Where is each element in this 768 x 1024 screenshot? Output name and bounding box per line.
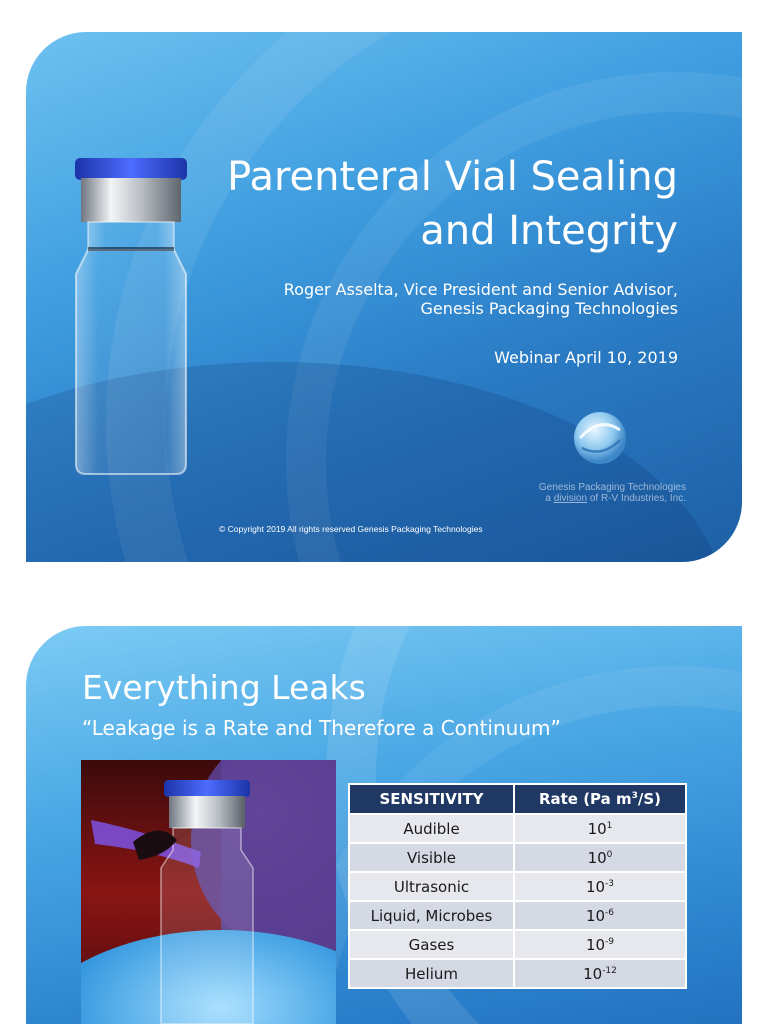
rate-exp: -12 (602, 965, 617, 976)
row-label: Visible (349, 843, 514, 872)
rate-base: 10 (585, 935, 606, 954)
table-row (349, 872, 686, 901)
rate-exp: 1 (606, 820, 613, 831)
rate-exp: -3 (605, 878, 615, 889)
table-row (349, 814, 686, 843)
row-rate (514, 872, 686, 901)
row-rate (514, 814, 686, 843)
logo-subline-suffix: of R-V Industries, Inc. (587, 493, 686, 504)
header-rate-exp: 3 (631, 791, 638, 801)
genesis-logo-icon (570, 408, 630, 468)
logo-division-word: division (553, 493, 588, 504)
rate-exp: -9 (605, 936, 615, 947)
rate-exp: -6 (605, 907, 615, 918)
leak-sensitivity-table (348, 783, 687, 989)
rate-base: 10 (587, 848, 607, 867)
copyright-text: © Copyright 2019 All rights reserved Genesis Packaging Technologies (219, 524, 483, 534)
row-label: Liquid, Microbes (349, 901, 514, 930)
rate-exp: 0 (606, 849, 613, 860)
rate-base: 10 (587, 819, 607, 838)
slide-heading: Everything Leaks (82, 668, 366, 707)
table-row (349, 959, 686, 988)
header-rate-prefix: Rate (Pa m (538, 790, 632, 808)
author-line: Roger Asselta, Vice President and Senior Advisor, (283, 280, 678, 299)
row-rate (514, 843, 686, 872)
row-label: Ultrasonic (349, 872, 514, 901)
row-rate (514, 901, 686, 930)
logo-subline (539, 493, 686, 504)
slide-subtitle: “Leakage is a Rate and Therefore a Continuum” (82, 716, 561, 740)
vial-photo (81, 760, 336, 1024)
row-label: Gases (349, 930, 514, 959)
row-label: Audible (349, 814, 514, 843)
title-slide (26, 32, 742, 562)
rate-base: 10 (583, 964, 603, 983)
rate-base: 10 (585, 877, 606, 896)
slide-title (198, 150, 678, 258)
table-row (349, 901, 686, 930)
logo-subline-prefix: a (545, 493, 554, 504)
row-label: Helium (349, 959, 514, 988)
author-line: Genesis Packaging Technologies (420, 299, 678, 318)
table-row (349, 843, 686, 872)
title-line: Parenteral Vial Sealing (227, 154, 678, 200)
header-rate (514, 784, 686, 814)
author-credit (158, 280, 678, 318)
content-slide (26, 626, 742, 1024)
header-sensitivity: SENSITIVITY (349, 784, 514, 814)
logo-text (539, 482, 686, 504)
rate-base: 10 (585, 906, 606, 925)
table-header-row (349, 784, 686, 814)
webinar-date: Webinar April 10, 2019 (494, 348, 678, 367)
row-rate (514, 930, 686, 959)
header-rate-suffix: /S) (637, 790, 662, 808)
logo-company: Genesis Packaging Technologies (538, 482, 686, 493)
row-rate (514, 959, 686, 988)
table-row (349, 930, 686, 959)
title-line: and Integrity (420, 208, 678, 254)
vial-photo-art (81, 760, 336, 1024)
